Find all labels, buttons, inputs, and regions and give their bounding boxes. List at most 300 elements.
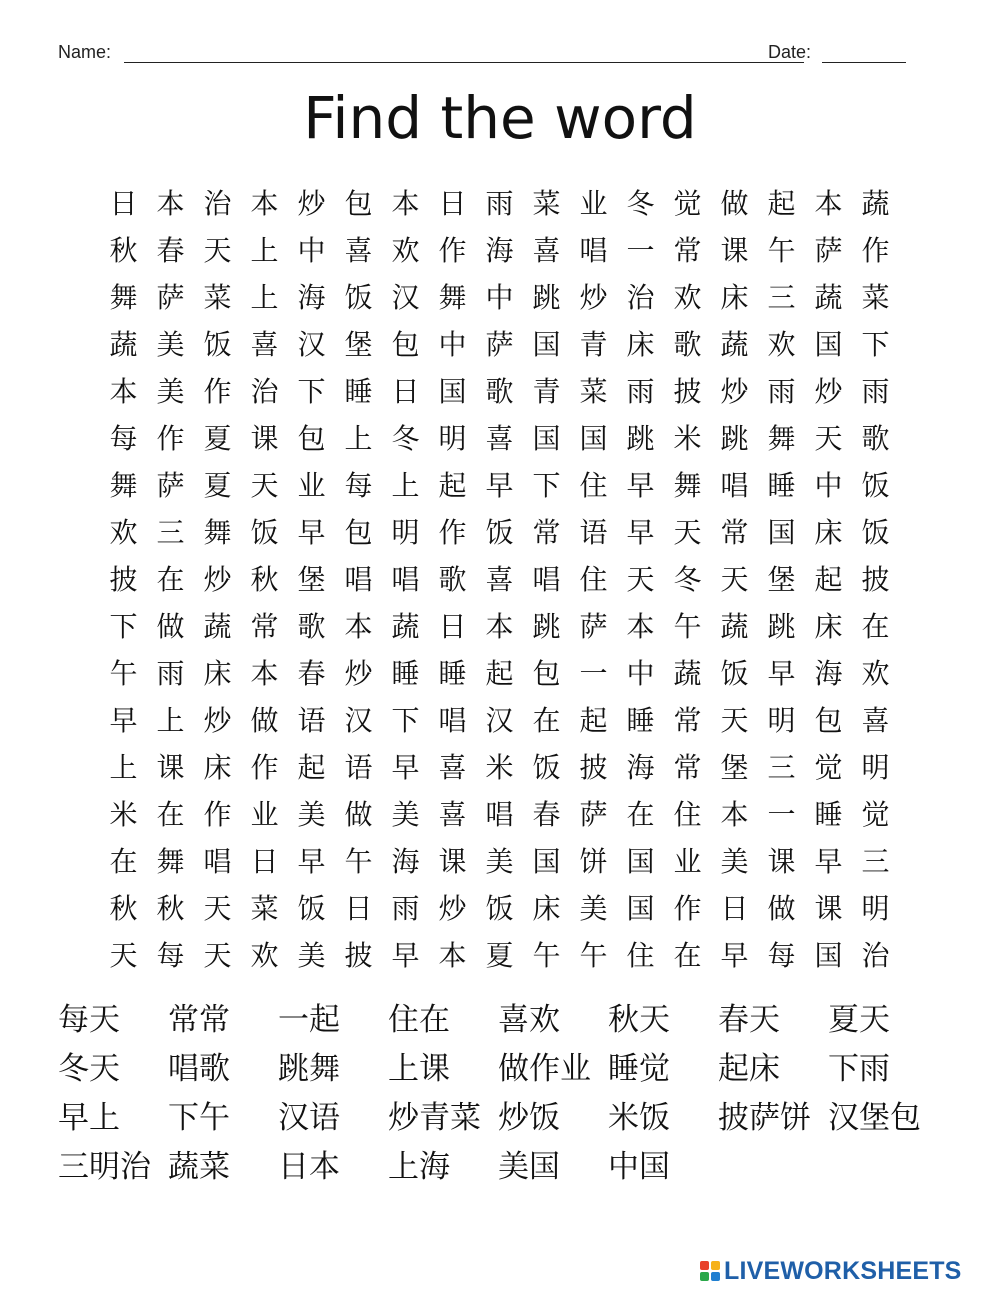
grid-cell[interactable]: 春 <box>156 234 185 267</box>
grid-cell[interactable]: 跳 <box>767 610 796 643</box>
grid-cell[interactable]: 住 <box>579 563 608 596</box>
grid-cell[interactable]: 雨 <box>626 375 655 408</box>
grid-cell[interactable]: 本 <box>814 187 843 220</box>
grid-cell[interactable]: 天 <box>720 563 749 596</box>
grid-cell[interactable]: 舞 <box>767 422 796 455</box>
grid-cell[interactable]: 睡 <box>344 375 373 408</box>
grid-cell[interactable]: 饭 <box>485 516 514 549</box>
grid-cell[interactable]: 菜 <box>579 375 608 408</box>
word-item: 米饭 <box>608 1100 670 1136</box>
grid-cell[interactable]: 早 <box>814 845 843 878</box>
grid-cell[interactable]: 天 <box>720 704 749 737</box>
grid-cell[interactable]: 包 <box>297 422 326 455</box>
grid-cell[interactable]: 做 <box>344 798 373 831</box>
grid-cell[interactable]: 业 <box>250 798 279 831</box>
grid-cell[interactable]: 雨 <box>391 892 420 925</box>
grid-cell[interactable]: 做 <box>250 704 279 737</box>
grid-cell[interactable]: 饭 <box>203 328 232 361</box>
grid-cell[interactable]: 本 <box>109 375 138 408</box>
grid-cell[interactable]: 国 <box>579 422 608 455</box>
grid-cell[interactable]: 中 <box>814 469 843 502</box>
grid-cell[interactable]: 炒 <box>344 657 373 690</box>
grid-cell[interactable]: 常 <box>673 234 702 267</box>
grid-cell[interactable]: 秋 <box>156 892 185 925</box>
grid-cell[interactable]: 早 <box>297 516 326 549</box>
grid-cell[interactable]: 秋 <box>109 892 138 925</box>
grid-cell[interactable]: 在 <box>673 939 702 972</box>
grid-cell[interactable]: 海 <box>297 281 326 314</box>
grid-cell[interactable]: 三 <box>156 516 185 549</box>
grid-cell[interactable]: 堡 <box>767 563 796 596</box>
grid-cell[interactable]: 饭 <box>861 469 890 502</box>
grid-cell[interactable]: 包 <box>344 187 373 220</box>
grid-cell[interactable]: 治 <box>250 375 279 408</box>
grid-cell[interactable]: 作 <box>673 892 702 925</box>
grid-cell[interactable]: 美 <box>391 798 420 831</box>
grid-cell[interactable]: 常 <box>720 516 749 549</box>
grid-cell[interactable]: 菜 <box>861 281 890 314</box>
grid-cell[interactable]: 雨 <box>861 375 890 408</box>
grid-cell[interactable]: 美 <box>720 845 749 878</box>
grid-cell[interactable]: 午 <box>344 845 373 878</box>
grid-cell[interactable]: 上 <box>391 469 420 502</box>
grid-cell[interactable]: 欢 <box>861 657 890 690</box>
word-item: 汉堡包 <box>828 1100 921 1136</box>
grid-cell[interactable]: 下 <box>109 610 138 643</box>
grid-cell[interactable]: 床 <box>203 751 232 784</box>
grid-cell[interactable]: 跳 <box>532 281 561 314</box>
grid-cell[interactable]: 披 <box>344 939 373 972</box>
grid-cell[interactable]: 上 <box>109 751 138 784</box>
grid-cell[interactable]: 蔬 <box>720 610 749 643</box>
grid-cell[interactable]: 披 <box>861 563 890 596</box>
grid-cell[interactable]: 炒 <box>203 704 232 737</box>
grid-cell[interactable]: 米 <box>109 798 138 831</box>
grid-cell[interactable]: 住 <box>626 939 655 972</box>
grid-cell[interactable]: 饭 <box>344 281 373 314</box>
grid-cell[interactable]: 下 <box>391 704 420 737</box>
grid-cell[interactable]: 国 <box>814 328 843 361</box>
grid-cell[interactable]: 唱 <box>203 845 232 878</box>
grid-cell[interactable]: 觉 <box>814 751 843 784</box>
grid-cell[interactable]: 跳 <box>626 422 655 455</box>
grid-cell[interactable]: 三 <box>861 845 890 878</box>
grid-cell[interactable]: 天 <box>250 469 279 502</box>
grid-cell[interactable]: 喜 <box>485 563 514 596</box>
grid-cell[interactable]: 业 <box>673 845 702 878</box>
grid-cell[interactable]: 雨 <box>767 375 796 408</box>
grid-cell[interactable]: 作 <box>438 234 467 267</box>
grid-cell[interactable]: 天 <box>203 234 232 267</box>
grid-cell[interactable]: 唱 <box>485 798 514 831</box>
grid-cell[interactable]: 舞 <box>109 281 138 314</box>
grid-cell[interactable]: 歌 <box>673 328 702 361</box>
grid-cell[interactable]: 本 <box>250 657 279 690</box>
grid-cell[interactable]: 秋 <box>109 234 138 267</box>
grid-cell[interactable]: 天 <box>814 422 843 455</box>
grid-cell[interactable]: 汉 <box>485 704 514 737</box>
grid-cell[interactable]: 床 <box>814 610 843 643</box>
grid-cell[interactable]: 喜 <box>438 751 467 784</box>
grid-cell[interactable]: 冬 <box>673 563 702 596</box>
grid-cell[interactable]: 炒 <box>297 187 326 220</box>
word-item: 跳舞 <box>278 1051 340 1087</box>
grid-cell[interactable]: 蔬 <box>391 610 420 643</box>
grid-cell[interactable]: 床 <box>626 328 655 361</box>
grid-cell[interactable]: 国 <box>532 328 561 361</box>
grid-cell[interactable]: 日 <box>720 892 749 925</box>
grid-cell[interactable]: 下 <box>532 469 561 502</box>
grid-cell[interactable]: 喜 <box>485 422 514 455</box>
grid-cell[interactable]: 国 <box>626 892 655 925</box>
grid-cell[interactable]: 早 <box>485 469 514 502</box>
grid-cell[interactable]: 做 <box>720 187 749 220</box>
grid-cell[interactable]: 睡 <box>391 657 420 690</box>
grid-row <box>100 556 900 603</box>
grid-cell[interactable]: 唱 <box>391 563 420 596</box>
grid-cell[interactable]: 炒 <box>720 375 749 408</box>
grid-cell[interactable]: 汉 <box>391 281 420 314</box>
grid-cell[interactable]: 萨 <box>156 469 185 502</box>
grid-cell[interactable]: 饭 <box>297 892 326 925</box>
grid-cell[interactable]: 春 <box>532 798 561 831</box>
grid-cell[interactable]: 课 <box>767 845 796 878</box>
grid-cell[interactable]: 喜 <box>344 234 373 267</box>
grid-cell[interactable]: 起 <box>579 704 608 737</box>
grid-cell[interactable]: 早 <box>626 516 655 549</box>
grid-cell[interactable]: 海 <box>814 657 843 690</box>
grid-cell[interactable]: 午 <box>579 939 608 972</box>
grid-cell[interactable]: 唱 <box>344 563 373 596</box>
grid-cell[interactable]: 天 <box>109 939 138 972</box>
grid-cell[interactable]: 本 <box>250 187 279 220</box>
grid-cell[interactable]: 海 <box>626 751 655 784</box>
grid-cell[interactable]: 喜 <box>861 704 890 737</box>
grid-cell[interactable]: 汉 <box>344 704 373 737</box>
grid-cell[interactable]: 上 <box>250 234 279 267</box>
grid-cell[interactable]: 歌 <box>861 422 890 455</box>
grid-cell[interactable]: 青 <box>532 375 561 408</box>
grid-cell[interactable]: 觉 <box>673 187 702 220</box>
grid-cell[interactable]: 蔬 <box>673 657 702 690</box>
grid-cell[interactable]: 一 <box>579 657 608 690</box>
grid-cell[interactable]: 本 <box>391 187 420 220</box>
grid-cell[interactable]: 歌 <box>438 563 467 596</box>
grid-cell[interactable]: 汉 <box>297 328 326 361</box>
grid-cell[interactable]: 起 <box>814 563 843 596</box>
grid-cell[interactable]: 欢 <box>767 328 796 361</box>
grid-cell[interactable]: 萨 <box>814 234 843 267</box>
grid-cell[interactable]: 舞 <box>438 281 467 314</box>
grid-cell[interactable]: 蔬 <box>203 610 232 643</box>
grid-cell[interactable]: 早 <box>767 657 796 690</box>
grid-row <box>100 932 900 979</box>
grid-cell[interactable]: 披 <box>673 375 702 408</box>
grid-cell[interactable]: 堡 <box>720 751 749 784</box>
grid-cell[interactable]: 早 <box>720 939 749 972</box>
grid-cell[interactable]: 本 <box>720 798 749 831</box>
grid-cell[interactable]: 歌 <box>485 375 514 408</box>
grid-cell[interactable]: 包 <box>344 516 373 549</box>
grid-cell[interactable]: 包 <box>391 328 420 361</box>
grid-cell[interactable]: 冬 <box>391 422 420 455</box>
grid-row <box>100 603 900 650</box>
grid-cell[interactable]: 蔬 <box>109 328 138 361</box>
grid-cell[interactable]: 日 <box>109 187 138 220</box>
grid-cell[interactable]: 炒 <box>203 563 232 596</box>
grid-cell[interactable]: 一 <box>767 798 796 831</box>
grid-cell[interactable]: 睡 <box>814 798 843 831</box>
grid-cell[interactable]: 饭 <box>532 751 561 784</box>
grid-cell[interactable]: 在 <box>156 563 185 596</box>
grid-cell[interactable]: 中 <box>297 234 326 267</box>
grid-cell[interactable]: 舞 <box>203 516 232 549</box>
grid-cell[interactable]: 饭 <box>720 657 749 690</box>
grid-cell[interactable]: 蔬 <box>814 281 843 314</box>
grid-row <box>100 180 900 227</box>
grid-cell[interactable]: 上 <box>344 422 373 455</box>
grid-cell[interactable]: 明 <box>767 704 796 737</box>
grid-cell[interactable]: 唱 <box>720 469 749 502</box>
grid-cell[interactable]: 床 <box>532 892 561 925</box>
grid-cell[interactable]: 明 <box>861 892 890 925</box>
grid-cell[interactable]: 秋 <box>250 563 279 596</box>
grid-cell[interactable]: 饭 <box>861 516 890 549</box>
grid-row <box>100 885 900 932</box>
grid-cell[interactable]: 炒 <box>579 281 608 314</box>
grid-cell[interactable]: 夏 <box>203 469 232 502</box>
grid-cell[interactable]: 睡 <box>438 657 467 690</box>
grid-cell[interactable]: 明 <box>438 422 467 455</box>
grid-cell[interactable]: 萨 <box>579 610 608 643</box>
grid-cell[interactable]: 作 <box>250 751 279 784</box>
grid-cell[interactable]: 床 <box>814 516 843 549</box>
grid-cell[interactable]: 每 <box>767 939 796 972</box>
word-row <box>58 1045 958 1094</box>
grid-cell[interactable]: 国 <box>532 422 561 455</box>
grid-cell[interactable]: 天 <box>673 516 702 549</box>
grid-cell[interactable]: 炒 <box>814 375 843 408</box>
grid-cell[interactable]: 起 <box>297 751 326 784</box>
grid-cell[interactable]: 天 <box>203 892 232 925</box>
grid-cell[interactable]: 语 <box>297 704 326 737</box>
grid-cell[interactable]: 欢 <box>673 281 702 314</box>
grid-cell[interactable]: 国 <box>767 516 796 549</box>
grid-cell[interactable]: 披 <box>579 751 608 784</box>
grid-cell[interactable]: 明 <box>391 516 420 549</box>
grid-cell[interactable]: 中 <box>438 328 467 361</box>
grid-cell[interactable]: 床 <box>720 281 749 314</box>
grid-cell[interactable]: 春 <box>297 657 326 690</box>
grid-cell[interactable]: 雨 <box>156 657 185 690</box>
grid-cell[interactable]: 作 <box>438 516 467 549</box>
grid-cell[interactable]: 冬 <box>626 187 655 220</box>
grid-cell[interactable]: 唱 <box>438 704 467 737</box>
grid-cell[interactable]: 课 <box>438 845 467 878</box>
grid-cell[interactable]: 住 <box>579 469 608 502</box>
grid-cell[interactable]: 早 <box>391 939 420 972</box>
grid-cell[interactable]: 萨 <box>156 281 185 314</box>
grid-cell[interactable]: 语 <box>344 751 373 784</box>
grid-cell[interactable]: 美 <box>297 798 326 831</box>
grid-cell[interactable]: 包 <box>532 657 561 690</box>
grid-cell[interactable]: 作 <box>203 798 232 831</box>
grid-cell[interactable]: 本 <box>438 939 467 972</box>
grid-cell[interactable]: 每 <box>156 939 185 972</box>
grid-cell[interactable]: 做 <box>767 892 796 925</box>
grid-cell[interactable]: 海 <box>391 845 420 878</box>
grid-cell[interactable]: 喜 <box>438 798 467 831</box>
grid-cell[interactable]: 日 <box>250 845 279 878</box>
grid-cell[interactable]: 堡 <box>344 328 373 361</box>
grid-cell[interactable]: 美 <box>485 845 514 878</box>
grid-cell[interactable]: 三 <box>767 751 796 784</box>
grid-cell[interactable]: 舞 <box>156 845 185 878</box>
grid-cell[interactable]: 午 <box>673 610 702 643</box>
grid-cell[interactable]: 午 <box>109 657 138 690</box>
grid-cell[interactable]: 在 <box>626 798 655 831</box>
grid-cell[interactable]: 下 <box>297 375 326 408</box>
grid-cell[interactable]: 午 <box>767 234 796 267</box>
grid-cell[interactable]: 睡 <box>626 704 655 737</box>
grid-cell[interactable]: 米 <box>673 422 702 455</box>
grid-cell[interactable]: 中 <box>485 281 514 314</box>
grid-cell[interactable]: 治 <box>203 187 232 220</box>
grid-cell[interactable]: 菜 <box>250 892 279 925</box>
grid-cell[interactable]: 喜 <box>532 234 561 267</box>
word-item: 披萨饼 <box>718 1100 811 1136</box>
grid-cell[interactable]: 国 <box>814 939 843 972</box>
grid-cell[interactable]: 美 <box>156 328 185 361</box>
grid-cell[interactable]: 跳 <box>720 422 749 455</box>
grid-cell[interactable]: 舞 <box>109 469 138 502</box>
word-item: 冬天 <box>58 1051 120 1087</box>
grid-cell[interactable]: 起 <box>438 469 467 502</box>
grid-cell[interactable]: 语 <box>579 516 608 549</box>
grid-cell[interactable]: 每 <box>344 469 373 502</box>
grid-cell[interactable]: 舞 <box>673 469 702 502</box>
grid-cell[interactable]: 起 <box>485 657 514 690</box>
grid-cell[interactable]: 歌 <box>297 610 326 643</box>
grid-cell[interactable]: 萨 <box>579 798 608 831</box>
grid-cell[interactable]: 喜 <box>250 328 279 361</box>
grid-cell[interactable]: 萨 <box>485 328 514 361</box>
grid-cell[interactable]: 每 <box>109 422 138 455</box>
grid-cell[interactable]: 本 <box>344 610 373 643</box>
grid-cell[interactable]: 做 <box>156 610 185 643</box>
grid-cell[interactable]: 青 <box>579 328 608 361</box>
grid-cell[interactable]: 课 <box>720 234 749 267</box>
grid-cell[interactable]: 唱 <box>532 563 561 596</box>
grid-cell[interactable]: 日 <box>438 187 467 220</box>
grid-cell[interactable]: 作 <box>861 234 890 267</box>
grid-cell[interactable]: 菜 <box>203 281 232 314</box>
grid-cell[interactable]: 本 <box>485 610 514 643</box>
grid-cell[interactable]: 治 <box>861 939 890 972</box>
grid-cell[interactable]: 明 <box>861 751 890 784</box>
grid-cell[interactable]: 上 <box>250 281 279 314</box>
grid-cell[interactable]: 早 <box>391 751 420 784</box>
grid-cell[interactable]: 跳 <box>532 610 561 643</box>
grid-cell[interactable]: 一 <box>626 234 655 267</box>
grid-cell[interactable]: 饭 <box>250 516 279 549</box>
grid-cell[interactable]: 在 <box>156 798 185 831</box>
grid-cell[interactable]: 夏 <box>485 939 514 972</box>
grid-cell[interactable]: 睡 <box>767 469 796 502</box>
grid-cell[interactable]: 唱 <box>579 234 608 267</box>
grid-cell[interactable]: 常 <box>673 751 702 784</box>
grid-cell[interactable]: 治 <box>626 281 655 314</box>
grid-cell[interactable]: 住 <box>673 798 702 831</box>
grid-cell[interactable]: 课 <box>156 751 185 784</box>
grid-cell[interactable]: 本 <box>626 610 655 643</box>
grid-cell[interactable]: 早 <box>297 845 326 878</box>
grid-cell[interactable]: 天 <box>203 939 232 972</box>
grid-cell[interactable]: 美 <box>579 892 608 925</box>
grid-cell[interactable]: 国 <box>532 845 561 878</box>
grid-cell[interactable]: 国 <box>438 375 467 408</box>
grid-cell[interactable]: 觉 <box>861 798 890 831</box>
grid-cell[interactable]: 早 <box>109 704 138 737</box>
grid-cell[interactable]: 上 <box>156 704 185 737</box>
grid-cell[interactable]: 国 <box>626 845 655 878</box>
grid-cell[interactable]: 在 <box>861 610 890 643</box>
grid-cell[interactable]: 堡 <box>297 563 326 596</box>
grid-cell[interactable]: 作 <box>203 375 232 408</box>
grid-cell[interactable]: 欢 <box>250 939 279 972</box>
grid-cell[interactable]: 天 <box>626 563 655 596</box>
grid-cell[interactable]: 本 <box>156 187 185 220</box>
grid-cell[interactable]: 起 <box>767 187 796 220</box>
grid-cell[interactable]: 米 <box>485 751 514 784</box>
grid-cell[interactable]: 欢 <box>391 234 420 267</box>
grid-cell[interactable]: 包 <box>814 704 843 737</box>
grid-cell[interactable]: 下 <box>861 328 890 361</box>
grid-cell[interactable]: 美 <box>297 939 326 972</box>
grid-cell[interactable]: 中 <box>626 657 655 690</box>
grid-cell[interactable]: 课 <box>250 422 279 455</box>
grid-cell[interactable]: 日 <box>344 892 373 925</box>
grid-cell[interactable]: 披 <box>109 563 138 596</box>
grid-cell[interactable]: 夏 <box>203 422 232 455</box>
grid-cell[interactable]: 三 <box>767 281 796 314</box>
grid-cell[interactable]: 课 <box>814 892 843 925</box>
grid-cell[interactable]: 早 <box>626 469 655 502</box>
grid-cell[interactable]: 蔬 <box>720 328 749 361</box>
grid-cell[interactable]: 作 <box>156 422 185 455</box>
grid-cell[interactable]: 在 <box>109 845 138 878</box>
grid-cell[interactable]: 业 <box>579 187 608 220</box>
grid-cell[interactable]: 饭 <box>485 892 514 925</box>
grid-cell[interactable]: 雨 <box>485 187 514 220</box>
grid-cell[interactable]: 常 <box>673 704 702 737</box>
grid-cell[interactable]: 海 <box>485 234 514 267</box>
grid-cell[interactable]: 在 <box>532 704 561 737</box>
grid-cell[interactable]: 日 <box>438 610 467 643</box>
grid-cell[interactable]: 美 <box>156 375 185 408</box>
grid-cell[interactable]: 床 <box>203 657 232 690</box>
grid-cell[interactable]: 炒 <box>438 892 467 925</box>
grid-cell[interactable]: 常 <box>532 516 561 549</box>
grid-cell[interactable]: 菜 <box>532 187 561 220</box>
grid-cell[interactable]: 午 <box>532 939 561 972</box>
grid-cell[interactable]: 欢 <box>109 516 138 549</box>
grid-cell[interactable]: 日 <box>391 375 420 408</box>
grid-cell[interactable]: 饼 <box>579 845 608 878</box>
grid-cell[interactable]: 常 <box>250 610 279 643</box>
grid-cell[interactable]: 业 <box>297 469 326 502</box>
grid-cell[interactable]: 蔬 <box>861 187 890 220</box>
